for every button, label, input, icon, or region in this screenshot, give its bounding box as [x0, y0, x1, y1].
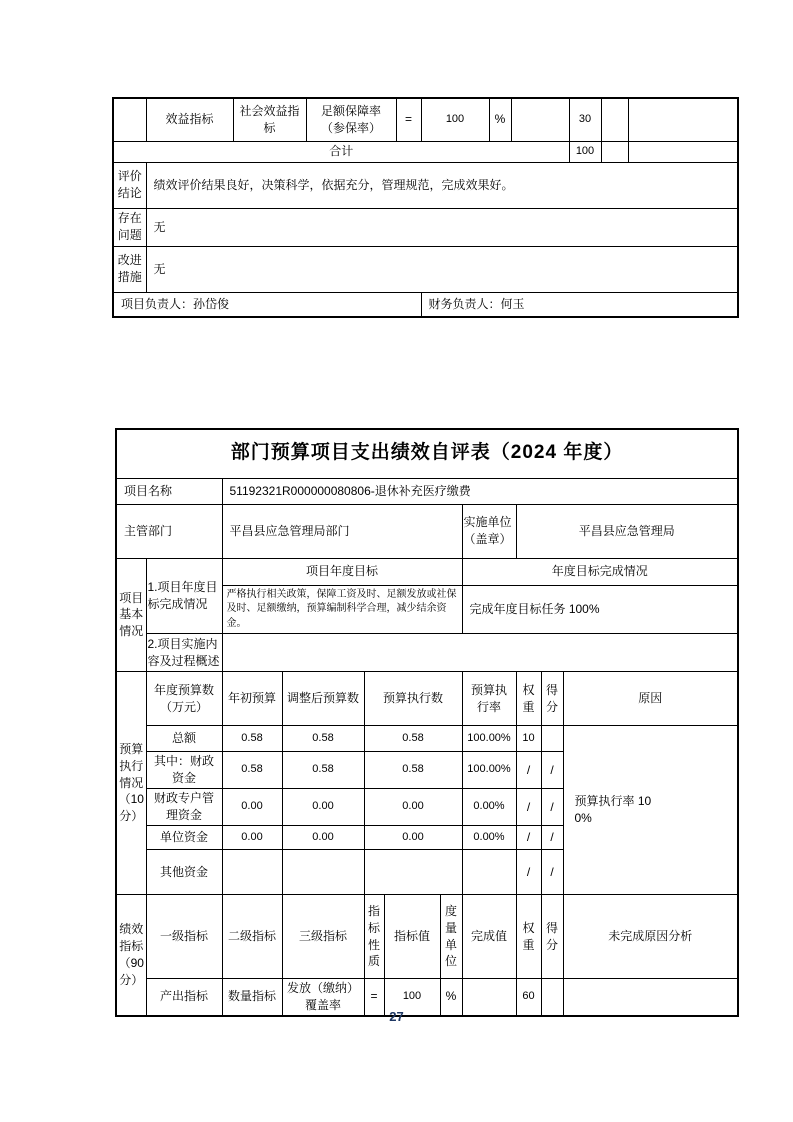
self-eval-table [115, 428, 739, 1017]
cell-item2-label: 2.项目实施内容及过程概述 [146, 634, 222, 672]
cell-indicator-subcategory: 社会效益指标 [233, 98, 306, 141]
header-executed-budget: 预算执行数 [364, 672, 462, 726]
header-annual-goal: 项目年度目标 [222, 558, 462, 585]
table-row [113, 98, 738, 141]
cell-goal-completion-text: 完成年度目标任务 100% [462, 585, 738, 634]
cell-rate: 100.00% [462, 726, 516, 752]
cell-row-label: 总额 [146, 726, 222, 752]
cell-project-lead: 项目负责人：孙岱俊 [113, 292, 421, 317]
table-row [116, 504, 738, 558]
cell-indicator-value: 100 [421, 98, 489, 141]
cell-weight: 30 [569, 98, 601, 141]
incomplete-reason-text: 未完成原因分析 [608, 929, 693, 944]
table-row [113, 162, 738, 208]
header-level1: 一级指标 [146, 895, 222, 979]
table-row [116, 429, 738, 478]
cell-total-score [601, 141, 628, 162]
header-execution-rate: 预算执行率 [462, 672, 516, 726]
cell-score: / [541, 752, 563, 789]
table-row [116, 634, 738, 672]
header-score: 得分 [541, 672, 563, 726]
cell-adjusted [282, 850, 364, 895]
cell-weight: 60 [516, 979, 541, 1016]
cell-adjusted: 0.00 [282, 826, 364, 850]
cell-indicator-value: 100 [384, 979, 440, 1016]
cell-indicator-category: 效益指标 [146, 98, 233, 141]
cell-row-label: 财政专户管理资金 [146, 789, 222, 826]
cell-row-label: 其他资金 [146, 850, 222, 895]
cell-adjusted: 0.58 [282, 726, 364, 752]
cell-rate: 100.00% [462, 752, 516, 789]
cell-department-value: 平昌县应急管理局部门 [222, 504, 462, 558]
cell-weight: / [516, 826, 541, 850]
header-weight: 权重 [516, 672, 541, 726]
cell-improvements-label: 改进措施 [113, 246, 146, 292]
header-goal-completion: 年度目标完成情况 [462, 558, 738, 585]
cell-score [541, 726, 563, 752]
table-row [116, 478, 738, 504]
cell-weight: / [516, 752, 541, 789]
cell-project-name-label: 项目名称 [116, 478, 222, 504]
cell-problems-label: 存在问题 [113, 208, 146, 246]
table-row [116, 558, 738, 585]
header-annual-budget: 年度预算数（万元） [146, 672, 222, 726]
cell-executed: 0.00 [364, 789, 462, 826]
header-weight: 权重 [516, 895, 541, 979]
header-initial-budget: 年初预算 [222, 672, 282, 726]
continuation-table [112, 97, 739, 318]
header-completion: 完成值 [462, 895, 516, 979]
cell-completion-value [511, 98, 569, 141]
cell-adjusted: 0.58 [282, 752, 364, 789]
cell-indicator-name: 足额保障率（参保率） [306, 98, 396, 141]
cell-weight: 10 [516, 726, 541, 752]
table-row [116, 895, 738, 979]
cell-initial [222, 850, 282, 895]
cell-impl-unit-label: 实施单位（盖章） [462, 504, 516, 558]
empty-cell [113, 98, 146, 141]
cell-level2: 数量指标 [222, 979, 282, 1016]
cell-weight: / [516, 850, 541, 895]
header-incomplete-reason [563, 895, 738, 979]
cell-conclusion-text: 绩效评价结果良好，决策科学，依据充分，管理规范，完成效果好。 [146, 162, 738, 208]
reason-text: 预算执行率 100% [574, 794, 652, 825]
cell-row-label: 其中：财政资金 [146, 752, 222, 789]
page-number: 27 [389, 1009, 404, 1024]
cell-rate: 0.00% [462, 826, 516, 850]
cell-nature: = [364, 979, 384, 1016]
cell-unit: % [440, 979, 462, 1016]
cell-total-label: 合计 [113, 141, 569, 162]
cell-weight: / [516, 789, 541, 826]
table-row [116, 726, 738, 752]
cell-reason-text [563, 726, 738, 895]
cell-total-weight: 100 [569, 141, 601, 162]
cell-project-name-value: 51192321R000000080806-退休补充医疗缴费 [222, 478, 738, 504]
cell-initial: 0.00 [222, 789, 282, 826]
cell-department-label: 主管部门 [116, 504, 222, 558]
cell-rate [462, 850, 516, 895]
cell-score: / [541, 826, 563, 850]
cell-problems-text: 无 [146, 208, 738, 246]
cell-score: / [541, 850, 563, 895]
table-row [113, 141, 738, 162]
cell-rate: 0.00% [462, 789, 516, 826]
header-nature: 指标性质 [364, 895, 384, 979]
table-row [113, 292, 738, 317]
header-score: 得分 [541, 895, 563, 979]
header-reason: 原因 [563, 672, 738, 726]
cell-impl-unit-value: 平昌县应急管理局 [516, 504, 738, 558]
cell-improvements-text: 无 [146, 246, 738, 292]
table-row [113, 208, 738, 246]
cell-row-label: 单位资金 [146, 826, 222, 850]
cell-initial: 0.58 [222, 752, 282, 789]
cell-level3: 发放（缴纳）覆盖率 [282, 979, 364, 1016]
cell-score: / [541, 789, 563, 826]
section-budget-label: 预算执行情况（10分） [116, 672, 146, 895]
cell-initial: 0.58 [222, 726, 282, 752]
header-level3: 三级指标 [282, 895, 364, 979]
cell-executed: 0.00 [364, 826, 462, 850]
cell-finance-lead: 财务负责人：何玉 [421, 292, 738, 317]
cell-score [601, 98, 628, 141]
table-title: 部门预算项目支出绩效自评表（2024 年度） [116, 429, 738, 478]
header-indicator-value: 指标值 [384, 895, 440, 979]
cell-adjusted: 0.00 [282, 789, 364, 826]
section-basic-info-label: 项目基本情况 [116, 558, 146, 672]
cell-level1: 产出指标 [146, 979, 222, 1016]
cell-executed: 0.58 [364, 726, 462, 752]
table-row [113, 246, 738, 292]
cell-indicator-nature: = [396, 98, 421, 141]
cell-executed: 0.58 [364, 752, 462, 789]
header-unit: 度量单位 [440, 895, 462, 979]
table-row [116, 672, 738, 726]
cell-item1-label: 1.项目年度目标完成情况 [146, 558, 222, 634]
cell-total-remark [628, 141, 738, 162]
cell-item2-text [222, 634, 738, 672]
header-level2: 二级指标 [222, 895, 282, 979]
section-performance-label: 绩效指标（90分） [116, 895, 146, 1016]
cell-remark [628, 98, 738, 141]
cell-indicator-unit: % [489, 98, 511, 141]
cell-conclusion-label: 评价结论 [113, 162, 146, 208]
cell-annual-goal-text: 严格执行相关政策，保障工资及时、足额发放或社保及时、足额缴纳，预算编制科学合理，减少结余资金。 [222, 585, 462, 634]
header-adjusted-budget: 调整后预算数 [282, 672, 364, 726]
cell-executed [364, 850, 462, 895]
cell-initial: 0.00 [222, 826, 282, 850]
